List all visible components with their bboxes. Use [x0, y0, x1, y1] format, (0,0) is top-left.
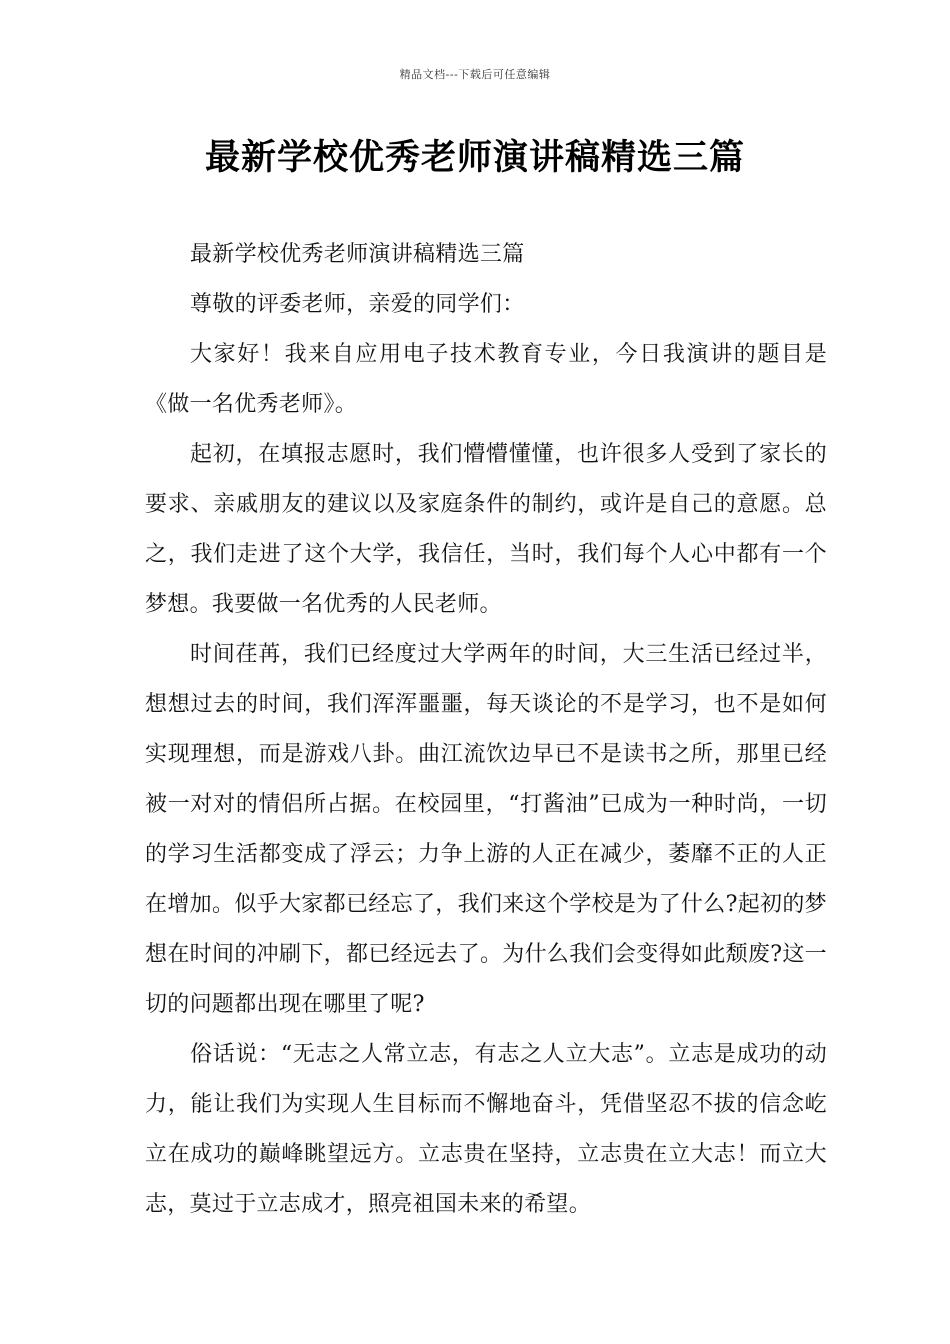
document-body: [145, 230, 827, 1230]
paragraph-subtitle: 最新学校优秀老师演讲稿精选三篇: [190, 242, 525, 267]
paragraph-body-1: 起初，在填报志愿时，我们懵懵懂懂，也许很多人受到了家长的要求、亲戚朋友的建议以及家庭条件的制约，或许是自己的意愿。总之，我们走进了这个大学，我信任，当时，我们每个人心中都有一个梦想。我要做一名优秀的人民老师。: [145, 442, 827, 617]
paragraph-salutation: 尊敬的评委老师，亲爱的同学们：: [190, 292, 525, 317]
paragraph-body-2: 时间荏苒，我们已经度过大学两年的时间，大三生活已经过半，想想过去的时间，我们浑浑噩噩，每天谈论的不是学习，也不是如何实现理想，而是游戏八卦。曲江流饮边早已不是读书之所，那里已经被一对对的情侣所占据。在校园里，“打酱油”已成为一种时尚，一切的学习生活都变成了浮云；力争上游的人正在减少，萎靡不正的人正在增加。似乎大家都已经忘了，我们来这个学校是为了什么?起初的梦想在时间的冲刷下，都已经远去了。为什么我们会变得如此颓废?这一切的问题都出现在哪里了呢?: [145, 642, 827, 1017]
paragraph-greeting: 大家好！我来自应用电子技术教育专业，今日我演讲的题目是《做一名优秀老师》。: [145, 342, 827, 417]
header-note: 精品文档---下载后可任意编辑: [399, 68, 551, 81]
paragraph-body-3: 俗话说：“无志之人常立志，有志之人立大志”。立志是成功的动力，能让我们为实现人生目标而不懈地奋斗，凭借坚忍不拔的信念屹立在成功的巅峰眺望远方。立志贵在坚持，立志贵在立大志！而立大志，莫过于立志成才，照亮祖国未来的希望。: [145, 1042, 827, 1217]
document-title: 最新学校优秀老师演讲稿精选三篇: [204, 138, 745, 178]
